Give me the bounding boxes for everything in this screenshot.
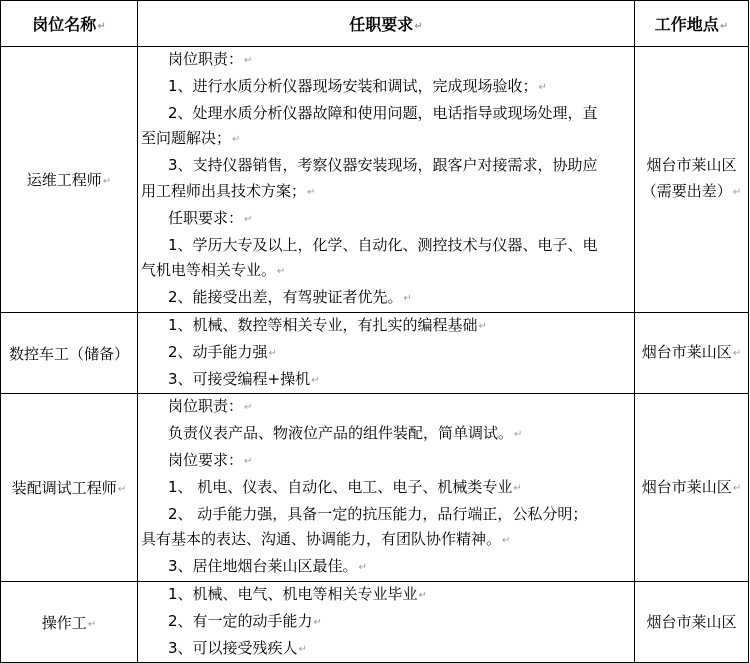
requirement-line: 2、能接受出差，有驾驶证者优先。↵ xyxy=(168,288,412,307)
requirement-line: 1、进行水质分析仪器现场安装和调试，完成现场验收；↵ xyxy=(168,76,547,95)
requirement-line: 负责仪表产品、物液位产品的组件装配，简单调试。↵ xyxy=(168,424,523,443)
requirement-line: 2、处理水质分析仪器故障和使用问题，电话指导或现场处理，直 xyxy=(168,103,598,122)
requirement-line: 3、可接受编程+操机↵ xyxy=(168,369,320,388)
requirement-line: 1、 机电、仪表、自动化、电工、电子、机械类专业↵ xyxy=(168,477,522,496)
requirement-line: 用工程师出具技术方案；↵ xyxy=(141,181,316,200)
requirement-line: 1、学历大专及以上，化学、自动化、测控技术与仪器、电子、电 xyxy=(168,235,598,254)
job-name: 运维工程师 xyxy=(26,170,102,189)
requirement-line: 1、机械、电气、机电等相关专业毕业↵ xyxy=(168,584,427,603)
requirement-line: 岗位职责：↵ xyxy=(168,50,253,68)
requirement-line: 至问题解决；↵ xyxy=(141,129,241,148)
requirement-line: 气机电等相关专业。↵ xyxy=(141,261,286,280)
header-location: 工作地点↵ xyxy=(635,1,749,47)
job-row xyxy=(1,394,749,582)
job-name: 装配调试工程师 xyxy=(11,479,117,498)
requirement-line: 3、可以接受残疾人↵ xyxy=(168,638,307,657)
requirement-line: 3、居住地烟台莱山区最佳。↵ xyxy=(168,557,367,576)
job-name-cell: 操作工↵ xyxy=(1,581,138,662)
requirement-line: 1、机械、数控等相关专业，有扎实的编程基础↵ xyxy=(168,315,487,334)
requirement-line: 岗位职责：↵ xyxy=(168,397,253,416)
requirement-line: 2、 动手能力强，具备一定的抗压能力，品行端正，公私分明； xyxy=(168,504,588,523)
job-name-cell xyxy=(1,312,138,393)
header-requirements: 任职要求↵ xyxy=(138,1,635,47)
location-text: 烟台市莱山区 xyxy=(646,156,737,175)
location-note: （需要出差）↵ xyxy=(641,182,742,201)
job-name-cell: 运维工程师↵ xyxy=(1,47,138,313)
job-name: 操作工 xyxy=(41,613,87,632)
location-text: 烟台市莱山区 xyxy=(646,613,737,632)
requirement-line: 2、动手能力强↵ xyxy=(168,342,277,361)
requirement-line: 2、有一定的动手能力↵ xyxy=(168,611,322,630)
job-name-cell: 装配调试工程师↵ xyxy=(1,394,138,582)
requirements-cell xyxy=(138,581,635,662)
requirement-line: 岗位要求：↵ xyxy=(168,450,253,469)
location-text: 烟台市莱山区↵ xyxy=(641,343,742,362)
header-position: 岗位名称↵ xyxy=(1,1,138,47)
job-name: 数控车工（储备） xyxy=(8,344,129,363)
location-cell xyxy=(635,47,749,313)
requirements-cell xyxy=(138,394,635,582)
requirements-cell xyxy=(138,47,635,313)
job-row xyxy=(1,312,749,393)
location-text: 烟台市莱山区↵ xyxy=(641,477,742,496)
requirement-line: 3、支持仪器销售，考察仪器安装现场，跟客户对接需求，协助应 xyxy=(168,156,598,175)
requirement-line: 具有基本的表达、沟通、协调能力，有团队协作精神。↵ xyxy=(141,530,511,549)
job-row xyxy=(1,47,749,313)
location-cell xyxy=(635,581,749,662)
location-cell xyxy=(635,394,749,582)
requirements-cell xyxy=(138,312,635,393)
job-row xyxy=(1,581,749,662)
requirement-line: 任职要求：↵ xyxy=(168,208,253,227)
location-cell xyxy=(635,312,749,393)
header-row xyxy=(1,1,749,47)
